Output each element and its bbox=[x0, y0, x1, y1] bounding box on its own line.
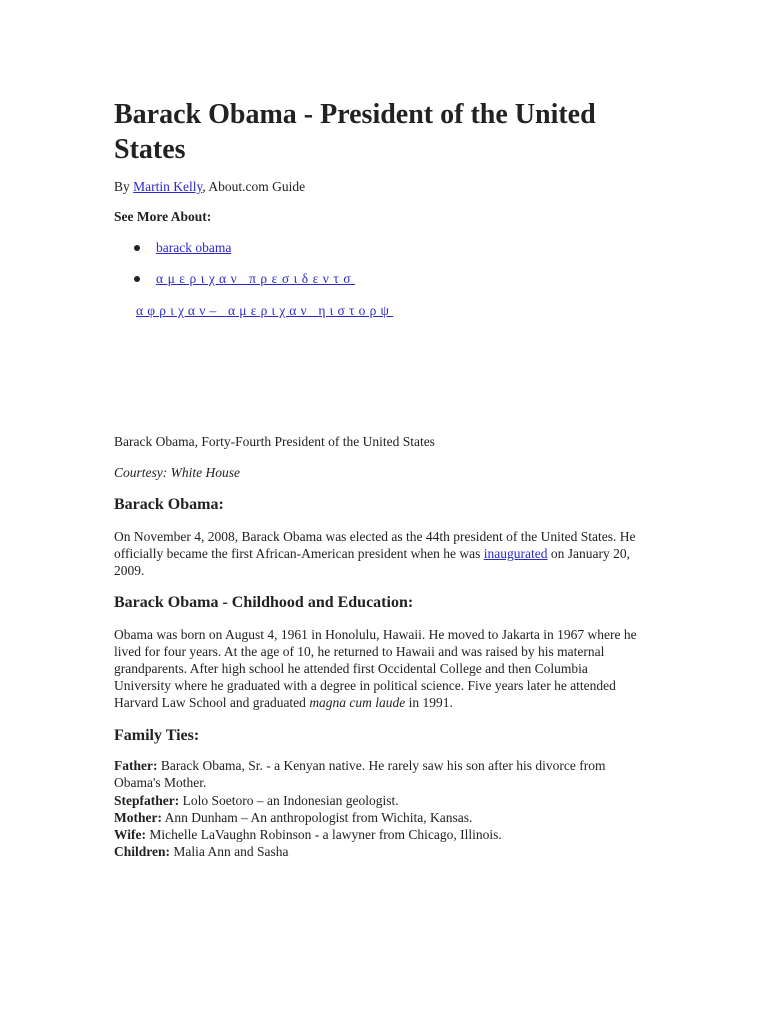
family-value: Lolo Soetoro – an Indonesian geologist. bbox=[179, 793, 399, 808]
byline-prefix: By bbox=[114, 179, 134, 194]
bullet-icon bbox=[134, 276, 140, 282]
family-wife bbox=[114, 826, 644, 843]
see-more-link-american-presidents[interactable]: αμεριχαν πρεσιδεντσ bbox=[156, 271, 356, 286]
paragraph-childhood bbox=[114, 626, 644, 711]
page-title: Barack Obama - President of the United States bbox=[114, 99, 596, 165]
family-label: Father: bbox=[114, 758, 158, 773]
byline-suffix: , About.com Guide bbox=[202, 179, 306, 194]
family-father bbox=[114, 757, 644, 791]
family-value: Ann Dunham – An anthropologist from Wichita, Kansas. bbox=[161, 810, 473, 825]
paragraph-text: on January 20, 2009. bbox=[114, 546, 630, 578]
byline bbox=[114, 178, 305, 196]
paragraph-text: On November 4, 2008, Barack Obama was elected as the 44th president of the United States. He officially became the first African-American president when he was bbox=[114, 529, 636, 561]
family-label: Wife: bbox=[114, 827, 146, 842]
family-value: Barack Obama, Sr. - a Kenyan native. He rarely saw his son after his divorce from Obama's Mother. bbox=[114, 758, 606, 790]
family-children bbox=[114, 843, 644, 860]
see-more-link-african-american-history[interactable]: αφριχαν– αμεριχαν ηιστορψ bbox=[136, 303, 394, 318]
image-courtesy: Courtesy: White House bbox=[114, 465, 240, 480]
section-heading-family-ties: Family Ties: bbox=[114, 727, 200, 744]
emphasis-text: magna cum laude bbox=[309, 695, 406, 710]
paragraph-election bbox=[114, 528, 644, 579]
family-value: Malia Ann and Sasha bbox=[170, 844, 289, 859]
image-caption: Barack Obama, Forty-Fourth President of the United States bbox=[114, 434, 435, 449]
family-label: Children: bbox=[114, 844, 171, 859]
family-label: Stepfather: bbox=[114, 793, 180, 808]
section-heading-childhood: Barack Obama - Childhood and Education: bbox=[114, 594, 414, 611]
list-item bbox=[134, 270, 355, 288]
paragraph-text: Obama was born on August 4, 1961 in Honolulu, Hawaii. He moved to Jakarta in 1967 where he lived for four years. At the age of 10, he returned to Hawaii and was raised by his maternal grandparents. After high school he attended first Occidental College and then Columbia University where he graduated with a degree in political science. Five years later he attended Harvard Law School and graduated bbox=[114, 627, 637, 710]
bullet-icon bbox=[134, 245, 140, 251]
inaugurated-link[interactable]: inaugurated bbox=[483, 546, 548, 561]
list-item bbox=[134, 239, 231, 257]
family-value: Michelle LaVaughn Robinson - a lawyner from Chicago, Illinois. bbox=[146, 827, 502, 842]
see-more-link-barack-obama[interactable]: barack obama bbox=[156, 240, 232, 255]
see-more-heading: See More About: bbox=[114, 209, 212, 224]
family-label: Mother: bbox=[114, 810, 162, 825]
author-link[interactable]: Martin Kelly bbox=[133, 179, 203, 194]
family-mother bbox=[114, 809, 644, 826]
section-heading-barack-obama: Barack Obama: bbox=[114, 496, 224, 513]
paragraph-text: in 1991. bbox=[405, 695, 453, 710]
family-stepfather bbox=[114, 792, 644, 809]
